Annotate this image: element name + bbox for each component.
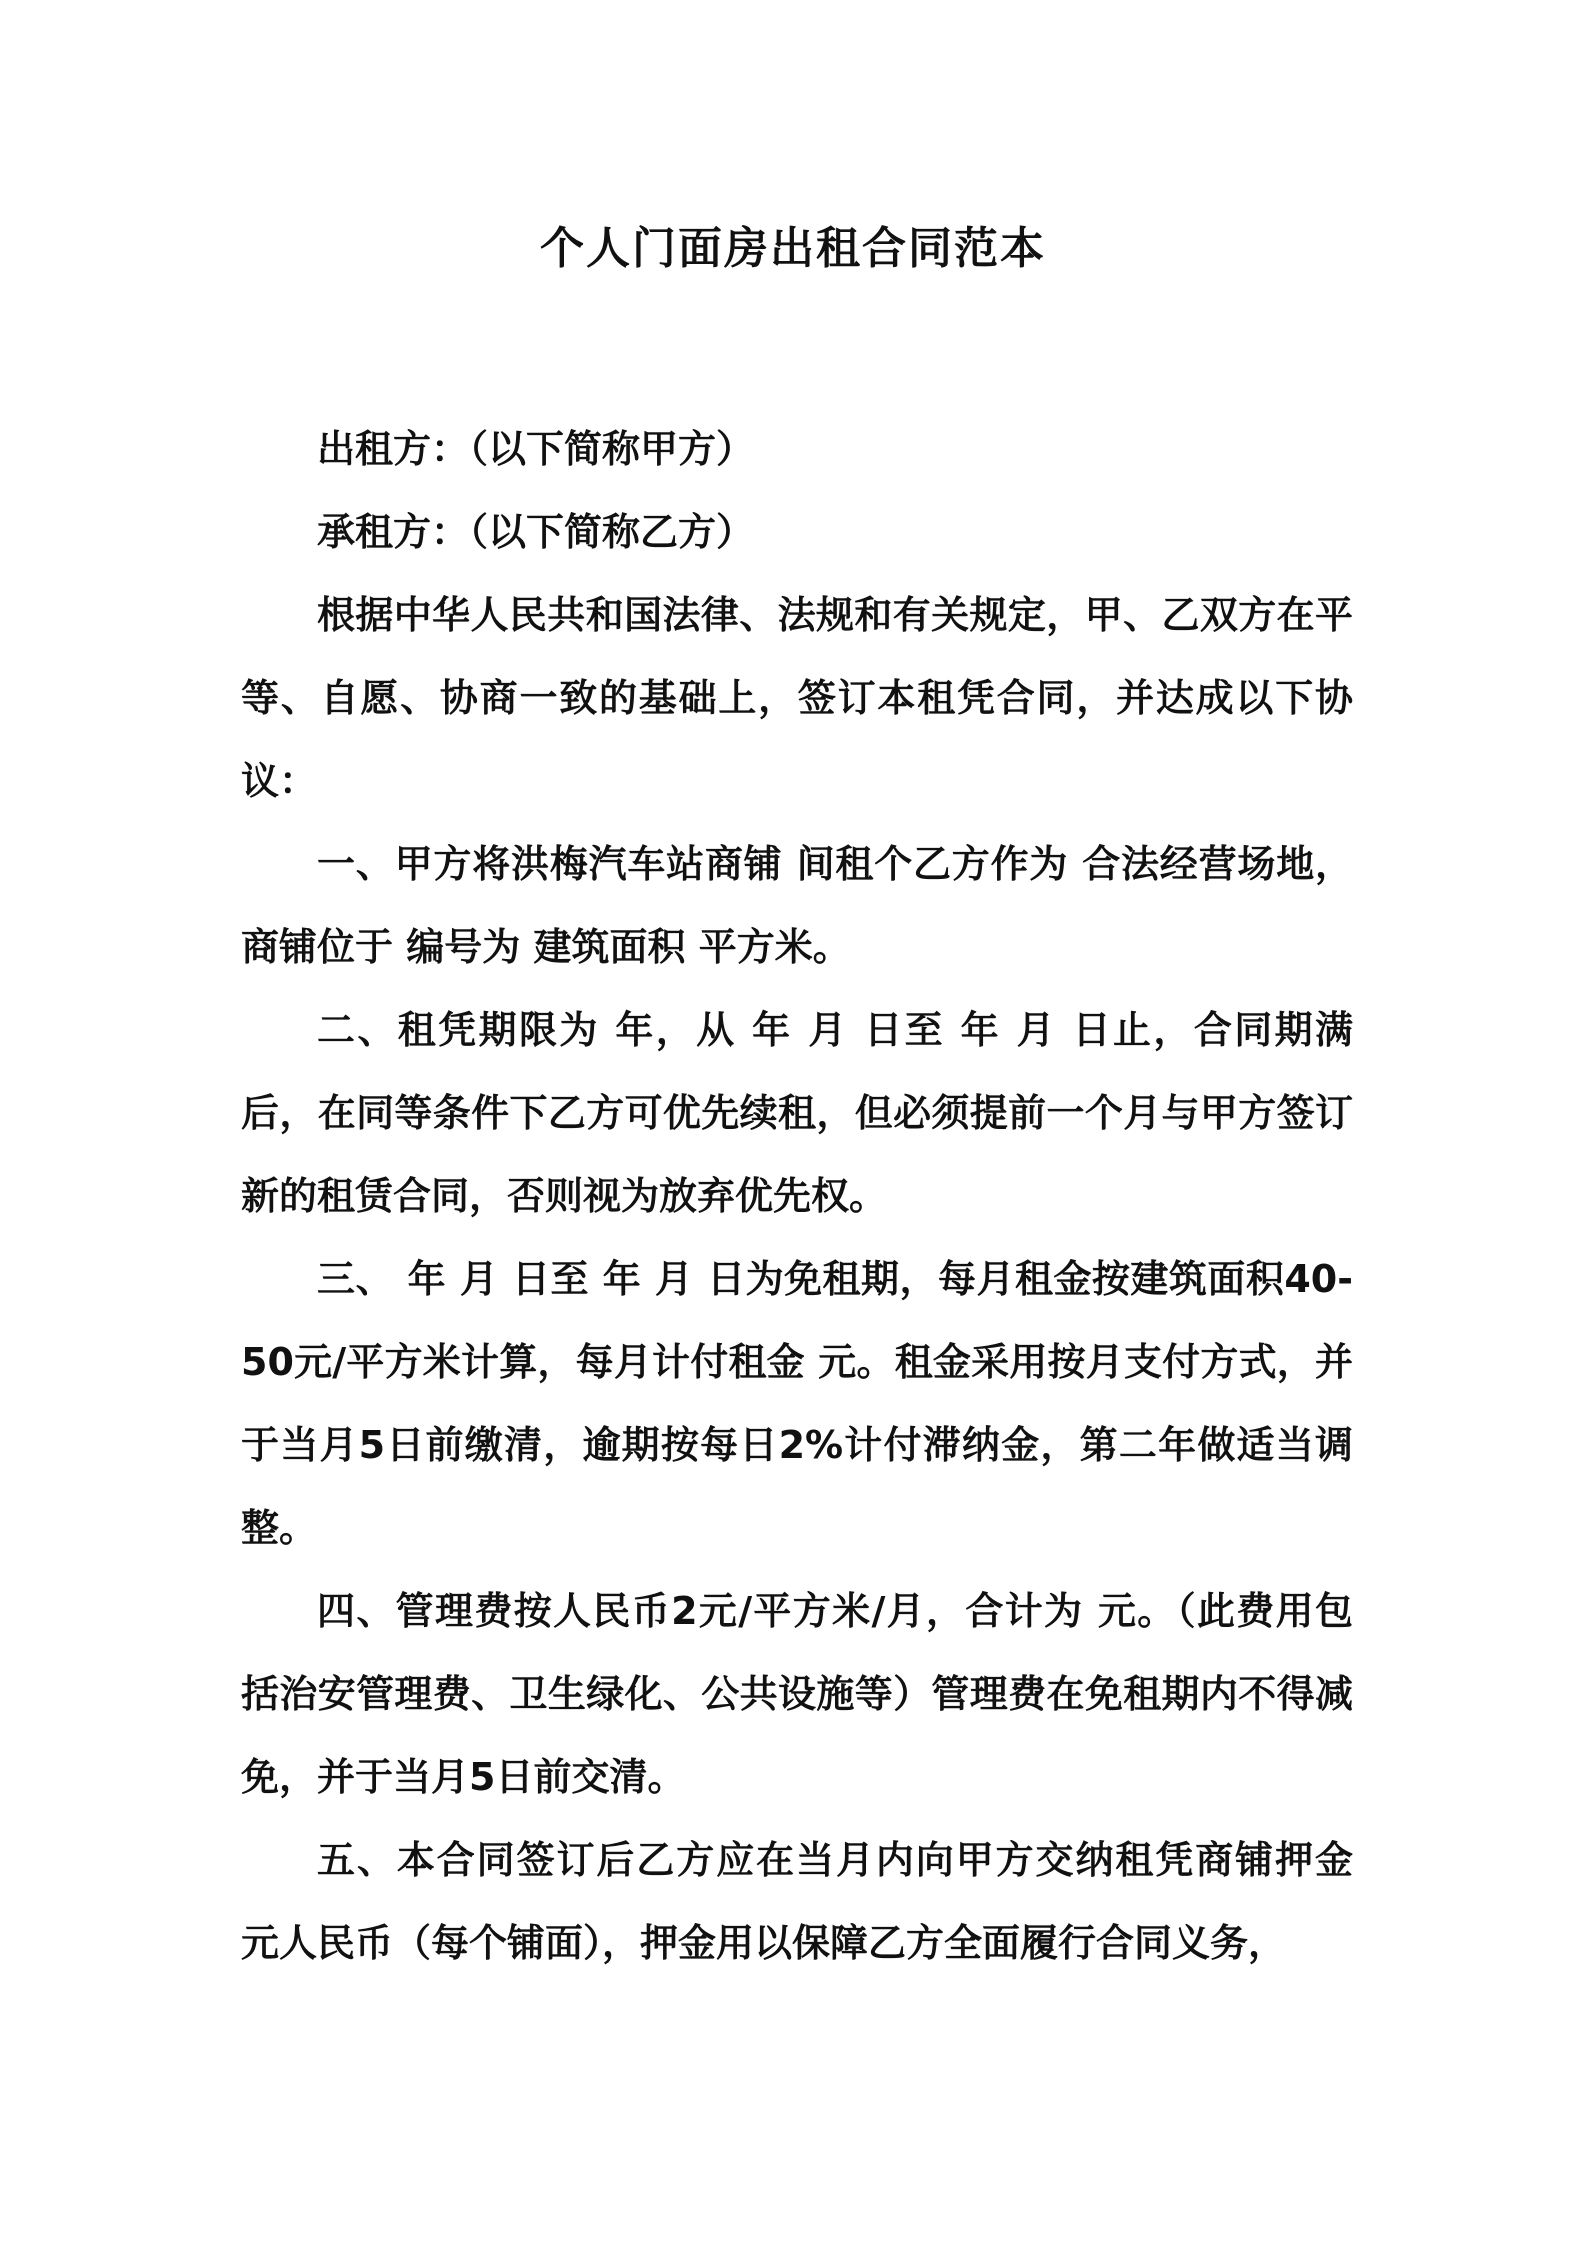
document-body bbox=[241, 408, 1353, 1985]
clause-5: 五、本合同签订后乙方应在当月内向甲方交纳租凭商铺押金 元人民币（每个铺面），押金用以保障乙方全面履行合同义务， bbox=[241, 1838, 1353, 1965]
lessor-line: 出租方：（以下简称甲方） bbox=[317, 427, 755, 471]
clause-1: 一、甲方将洪梅汽车站商铺 间租个乙方作为 合法经营场地，商铺位于 编号为 建筑面积 平方米。 bbox=[241, 842, 1353, 969]
document-title: 个人门面房出租合同范本 bbox=[540, 223, 1046, 274]
preamble-paragraph: 根据中华人民共和国法律、法规和有关规定，甲、乙双方在平等、自愿、协商一致的基础上，签订本租凭合同，并达成以下协议： bbox=[241, 593, 1353, 803]
lessee-line: 承租方：（以下简称乙方） bbox=[317, 510, 755, 554]
clause-3: 三、 年 月 日至 年 月 日为免租期，每月租金按建筑面积40-50元/平方米计算，每月计付租金 元。租金采用按月支付方式，并于当月5日前缴清，逾期按每日2%计付滞纳金，第二年做适当调整。 bbox=[241, 1257, 1353, 1550]
clause-2: 二、租凭期限为 年，从 年 月 日至 年 月 日止，合同期满后，在同等条件下乙方可优先续租，但必须提前一个月与甲方签订新的租赁合同，否则视为放弃优先权。 bbox=[241, 1008, 1353, 1218]
clause-4: 四、管理费按人民币2元/平方米/月，合计为 元。（此费用包括治安管理费、卫生绿化、公共设施等）管理费在免租期内不得减免，并于当月5日前交清。 bbox=[241, 1589, 1353, 1799]
